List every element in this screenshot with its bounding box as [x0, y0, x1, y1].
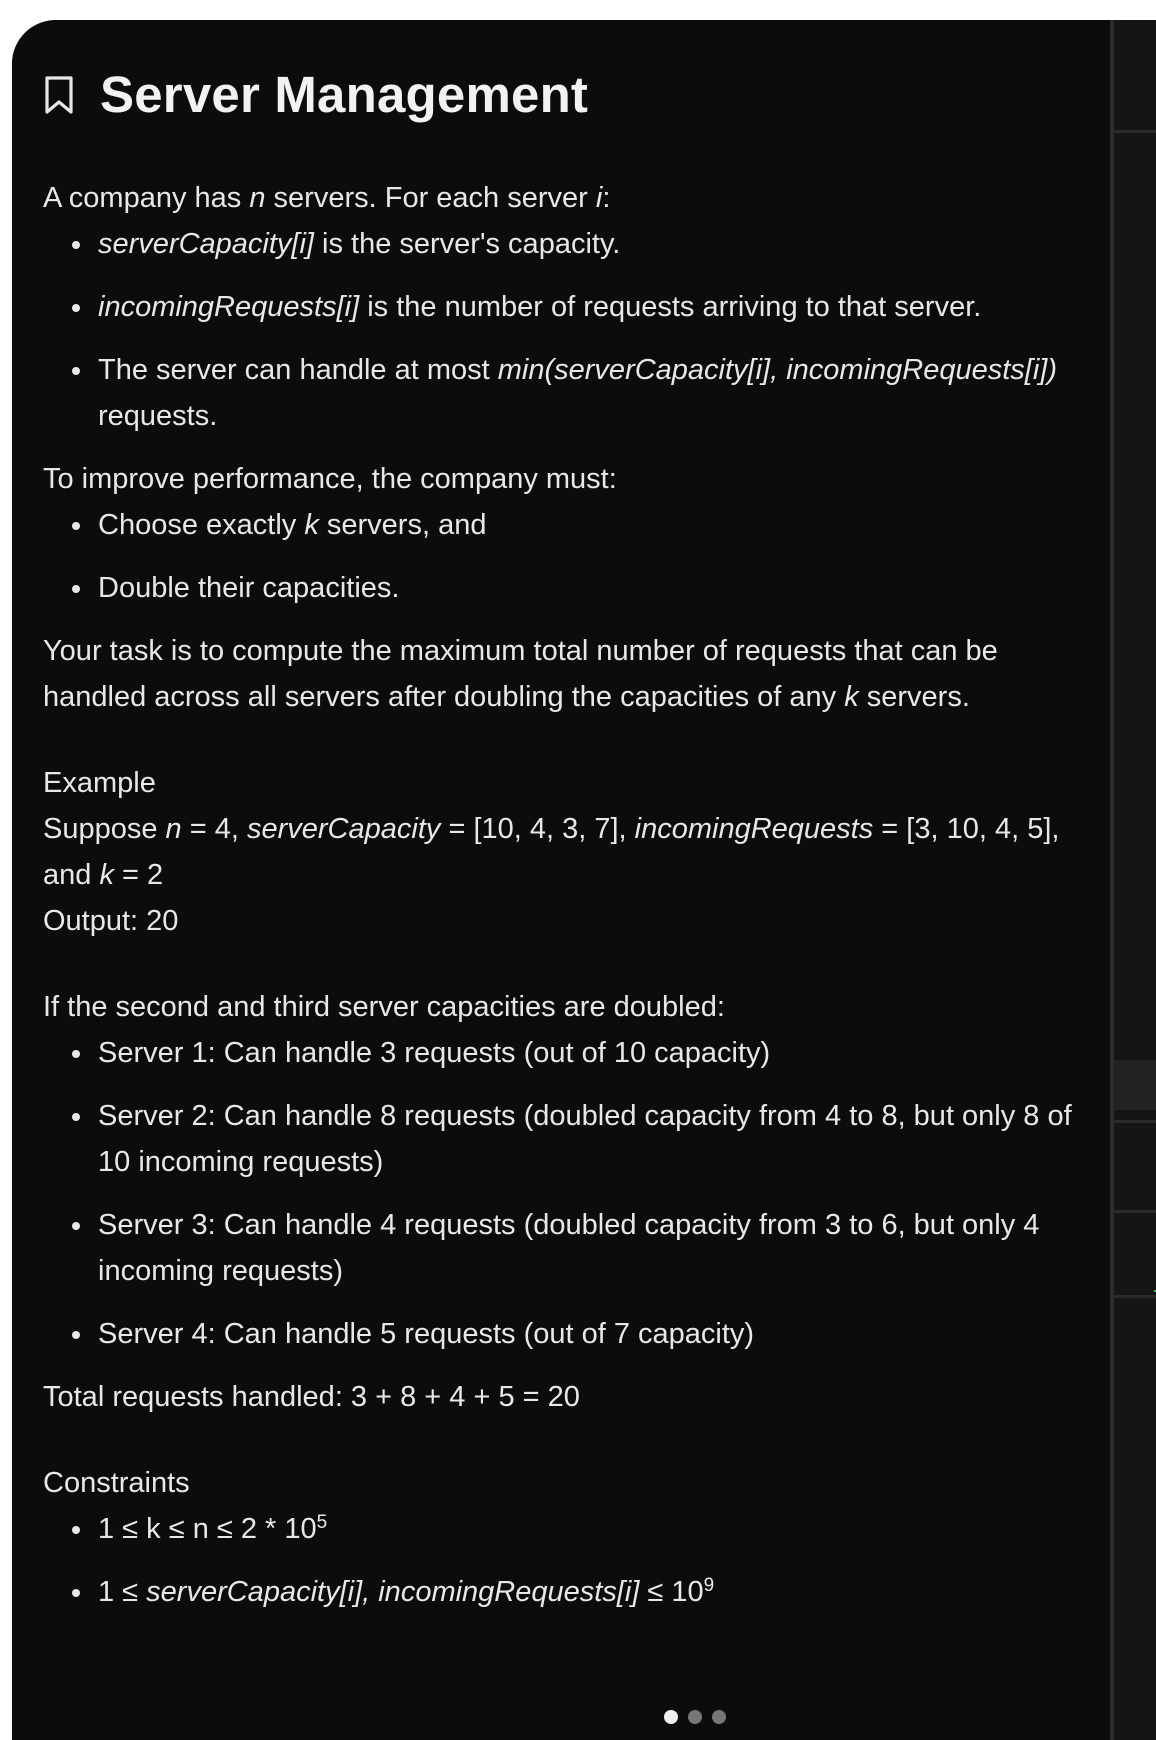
- constraints-heading: Constraints: [43, 1467, 190, 1499]
- title-row: [42, 65, 588, 124]
- list-item: Server 4: Can handle 5 requests (out of 7 capacity): [43, 1311, 1083, 1357]
- pane-separator: [1114, 1295, 1156, 1298]
- list-item: Choose exactly k servers, and: [43, 502, 1083, 548]
- page-title: Server Management: [100, 66, 589, 123]
- improve-intro: To improve performance, the company must:: [43, 463, 617, 495]
- list-item: Server 2: Can handle 8 requests (doubled capacity from 4 to 8, but only 8 of 10 incoming requests): [43, 1093, 1083, 1185]
- constraints-list: [43, 1506, 1083, 1615]
- example-heading: Example: [43, 767, 156, 799]
- example-output: Output: 20: [43, 905, 179, 937]
- page-indicator[interactable]: [664, 1710, 726, 1724]
- list-item: $1 \le k \le n \le 2 * 10^5$: [43, 1506, 1083, 1552]
- pane-block: [1114, 1060, 1156, 1110]
- problem-panel: [12, 20, 1112, 1740]
- task-paragraph: Your task is to compute the maximum total number of requests that can be handled across all servers after doubling the capacities of any k servers.: [43, 635, 998, 713]
- app-frame: [12, 20, 1156, 1740]
- pane-separator: [1114, 1120, 1156, 1123]
- example-input: Suppose n = 4, serverCapacity = [10, 4, 3, 7], incomingRequests = [3, 10, 4, 5], and k = 2: [43, 813, 1060, 891]
- improve-list: [43, 502, 1083, 611]
- list-item: Server 3: Can handle 4 requests (doubled capacity from 3 to 6, but only 4 incoming requests): [43, 1202, 1083, 1294]
- list-item: 1 ≤ serverCapacity[i], incomingRequests[i] ≤ $10^9$: [43, 1569, 1083, 1615]
- server-props-list: [43, 221, 1083, 439]
- intro-paragraph: A company has n servers. For each server i:: [43, 182, 611, 214]
- problem-description: [43, 175, 1083, 1632]
- list-item: incomingRequests[i] is the number of requests arriving to that server.: [43, 284, 1083, 330]
- pane-separator: [1114, 130, 1156, 133]
- list-item: serverCapacity[i] is the server's capacity.: [43, 221, 1083, 267]
- pane-separator: [1114, 1210, 1156, 1213]
- list-item: The server can handle at most min(serverCapacity[i], incomingRequests[i]) requests.: [43, 347, 1083, 439]
- list-item: Server 1: Can handle 3 requests (out of 10 capacity): [43, 1030, 1083, 1076]
- page-dot[interactable]: [664, 1710, 678, 1724]
- right-pane: [1114, 20, 1156, 1740]
- explain-list: [43, 1030, 1083, 1357]
- bookmark-icon[interactable]: [42, 75, 76, 115]
- explain-intro: If the second and third server capacities are doubled:: [43, 991, 725, 1023]
- page-dot[interactable]: [712, 1710, 726, 1724]
- list-item: Double their capacities.: [43, 565, 1083, 611]
- total-line: Total requests handled: 3 + 8 + 4 + 5 = 20: [43, 1381, 580, 1413]
- page-dot[interactable]: [688, 1710, 702, 1724]
